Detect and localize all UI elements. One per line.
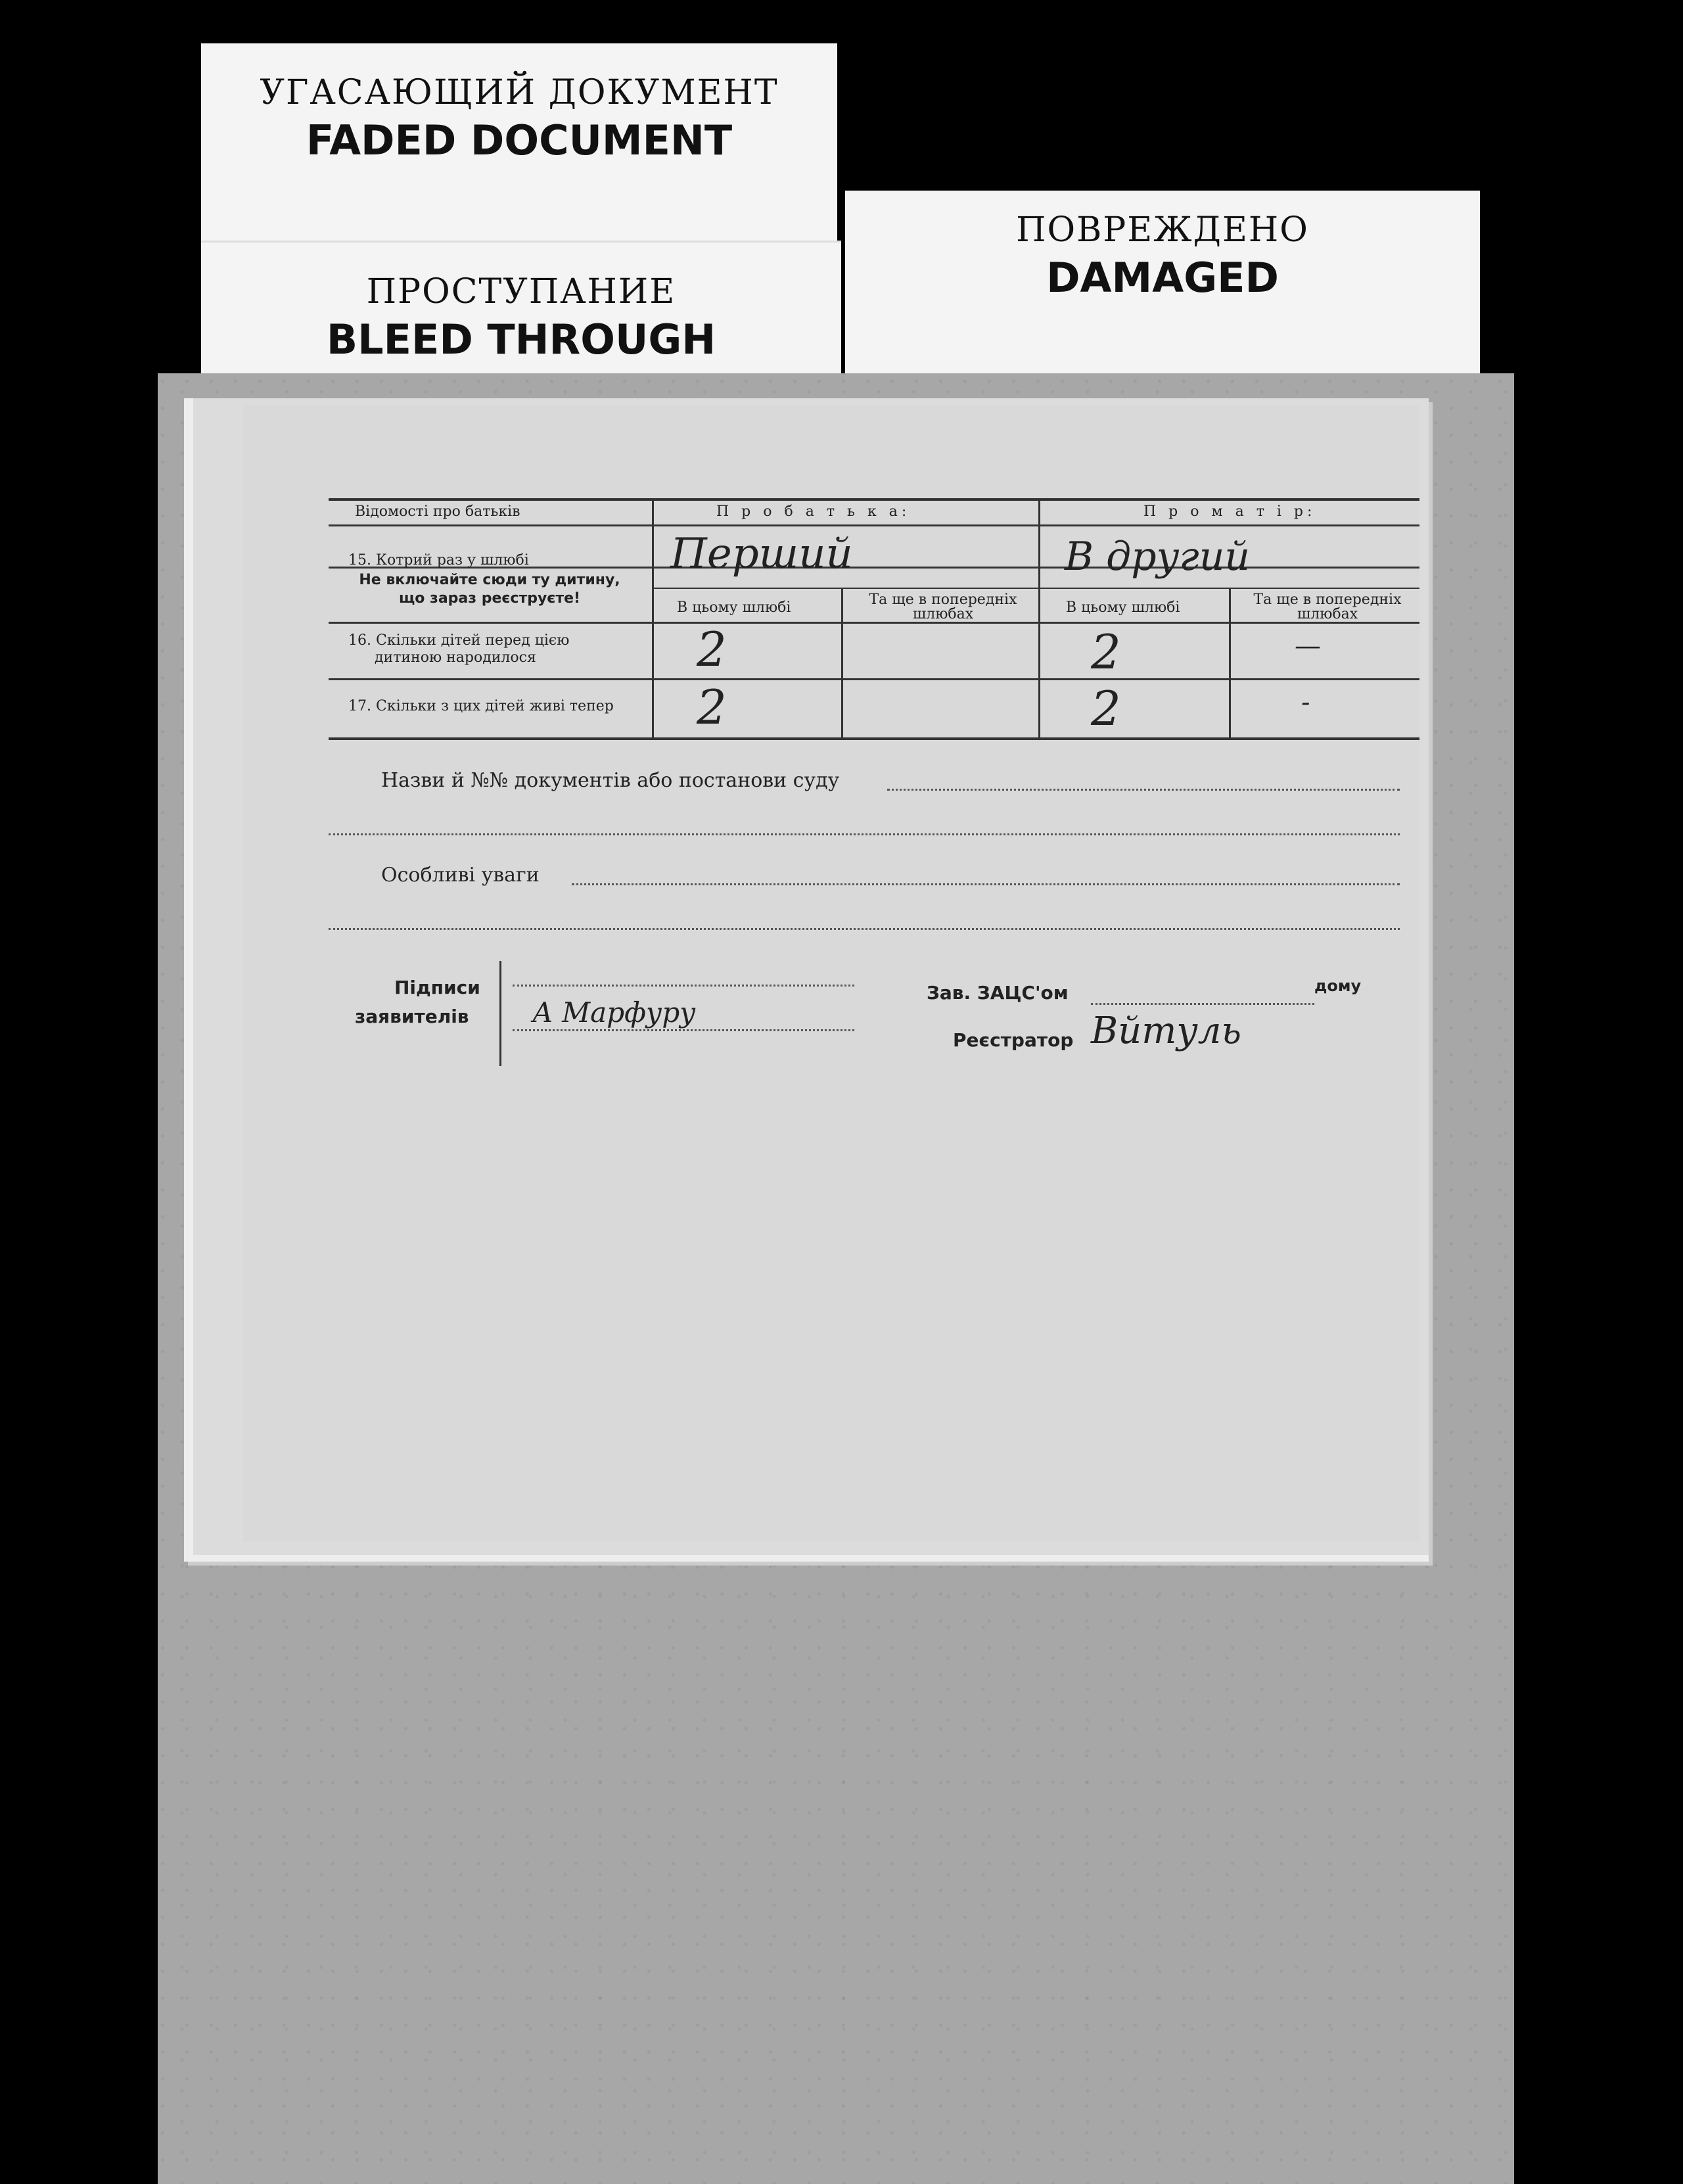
notes-label: Особливі уваги: [381, 864, 540, 887]
head-zags-suffix: дому: [1314, 977, 1362, 995]
signatures-label-1: Підписи: [394, 977, 480, 998]
header-mother: П р о м а т і р:: [1143, 503, 1316, 520]
registrar-label: Реєстратор: [953, 1029, 1074, 1051]
father-prev-marriages-header-1: Та ще в попередніх: [869, 592, 1017, 608]
documents-label: Назви й №№ документів або постанови суду: [381, 769, 840, 792]
row15-mother-value: В другий: [1065, 534, 1251, 580]
faded-label-en: FADED DOCUMENT: [306, 116, 733, 164]
header-parents: Відомості про батьків: [355, 503, 520, 520]
faded-document-label: [201, 43, 837, 241]
bleed-through-label: [201, 241, 841, 381]
row17-mother-prev-value: -: [1301, 687, 1310, 718]
bleed-label-en: BLEED THROUGH: [326, 315, 716, 363]
row16-mother-this-value: 2: [1091, 624, 1121, 680]
row15-father-value: Перший: [670, 530, 853, 578]
row17-mother-this-value: 2: [1091, 681, 1121, 736]
row16-label-1: 16. Скільки дітей перед цією: [348, 632, 570, 649]
registrar-signature: Вйтуль: [1091, 1010, 1241, 1052]
signatures-label-2: заявителів: [355, 1006, 469, 1027]
bleed-label-ru: ПРОСТУПАНИЕ: [366, 272, 676, 312]
damaged-label-en: DAMAGED: [1046, 254, 1279, 302]
faded-label-ru: УГАСАЮЩИЙ ДОКУМЕНТ: [260, 73, 779, 112]
header-father: П р о б а т ь к а:: [716, 503, 911, 520]
row17-label: 17. Скільки з цих дітей живі тепер: [348, 698, 614, 714]
damaged-label: [845, 191, 1480, 376]
row17-father-this-value: 2: [697, 680, 727, 735]
damaged-label-ru: ПОВРЕЖДЕНО: [1016, 210, 1309, 250]
row15-label: 15. Котрий раз у шлюбі: [348, 552, 529, 569]
row16-father-this-value: 2: [697, 622, 727, 677]
record-form-sheet: [243, 405, 1419, 1542]
father-this-marriage-header: В цьому шлюбі: [677, 599, 791, 616]
applicant-signature: А Марфуру: [532, 996, 696, 1029]
row16-mother-prev-value: —: [1295, 631, 1321, 661]
warning-line1: Не включайте сюди ту дитину,: [359, 572, 620, 588]
mother-prev-marriages-header-2: шлюбах: [1297, 606, 1358, 622]
mother-this-marriage-header: В цьому шлюбі: [1066, 599, 1180, 616]
warning-line2: що зараз реєструєте!: [398, 590, 581, 607]
father-prev-marriages-header-2: шлюбах: [912, 606, 974, 622]
row16-label-2: дитиною народилося: [375, 649, 536, 666]
head-zags-label: Зав. ЗАЦС'ом: [927, 982, 1069, 1004]
mother-prev-marriages-header-1: Та ще в попередніх: [1253, 592, 1402, 608]
